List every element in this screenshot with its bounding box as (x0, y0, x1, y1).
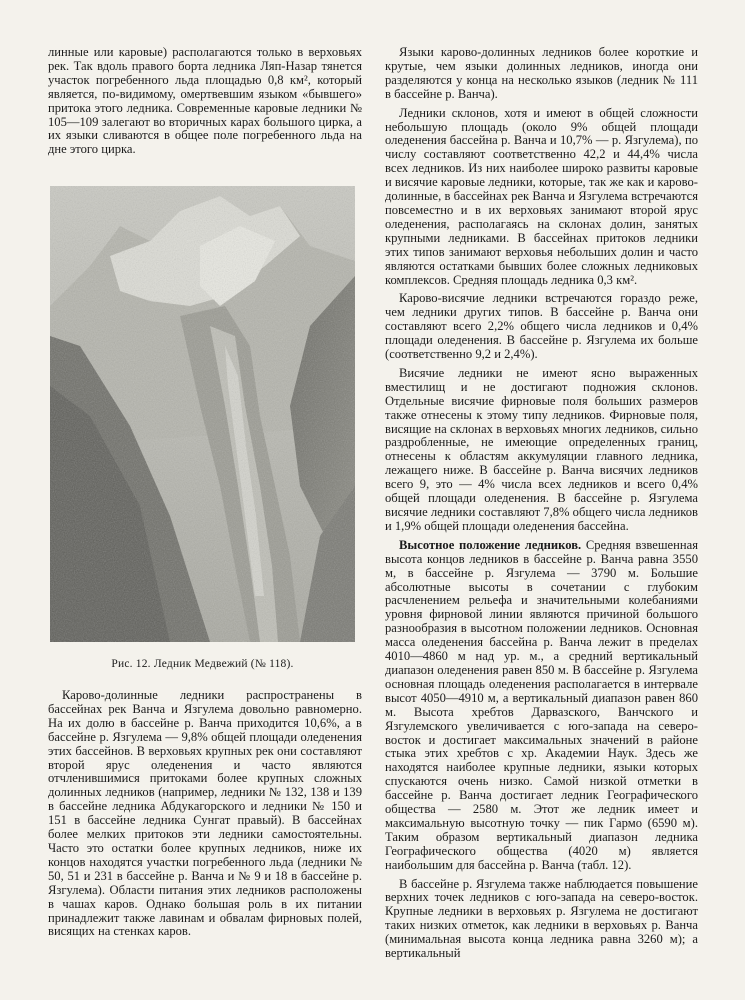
left-column-lower (48, 689, 362, 944)
paragraph: Языки карово-долинных ледников более короткие и крутые, чем языки долинных ледников, иногда они разделяются у конца на несколько языков (ледник № 111 в бассейне р. Ванча). (385, 45, 698, 101)
right-column (385, 46, 698, 966)
section-text: Средняя взвешенная высота концов ледников в бассейне р. Ванча равна 3550 м, в бассейне р. Язгулема — 3790 м. Большие абсолютные высоты в сочетании с глубоким расчленением рельефа и значительными колебаниями уровня фирновой линии являются причиной большого разнообразия в высотном положении ледников. Основная масса оледенения бассейна р. Ванча лежит в пределах 4010—4860 м над ур. м., а средний вертикальный диапазон оледенения равен 850 м. В бассейне р. Язгулема основная площадь оледенения располагается в интервале высот 4050—4910 м, а вертикальный диапазон равен 860 м. Высота хребтов Дарвазского, Ванчского и Язгулемского увеличивается с юго-запада на северо-восток и достигает максимальных значений в районе стыка этих хребтов с хр. Академии Наук. Здесь же находятся наиболее крупные ледники, языки которых спускаются очень низко. Самой низкой отметки в бассейне р. Ванча достигает ледник Географического общества — 2580 м. Этот же ледник имеет и максимальную высотную точку — пик Гармо (6590 м). Таким образом вертикальный диапазон ледника Географического общества (4020 м) является наибольшим для бассейна р. Ванча (табл. 12). (385, 537, 698, 872)
figure-caption: Рис. 12. Ледник Медвежий (№ 118). (111, 658, 294, 670)
section-paragraph (385, 539, 698, 873)
paragraph: Карово-висячие ледники встречаются гораздо реже, чем ледники других типов. В бассейне р. Ванча они составляют всего 2,2% общего числа ледников и 0,4% площади оледенения. В бассейне р. Язгулема их больше (соответственно 9,2 и 2,4%). (385, 291, 698, 362)
glacier-photo-image (50, 186, 355, 642)
paragraph: линные или каровые) располагаются только в верховьях рек. Так вдоль правого борта ледника Ляп-Назар тянется участок погребенного льда площадью 0,8 км², который является, по-видимому, омертвевшим языком «бывшего» притока этого ледника. Современные каровые ледники № 105—109 залегают во вторичных карах большого цирка, а их языки сливаются в общее поле погребенного льда на дне этого цирка. (48, 45, 362, 157)
glacier-photo (50, 186, 355, 642)
paragraph: Ледники склонов, хотя и имеют в общей сложности небольшую площадь (около 9% общей площади оледенения бассейна р. Ванча и 10,7% — р. Язгулема), по числу составляют соответственно 42,2 и 44,4% числа всех ледников. Из них наиболее широко развиты каровые и висячие каровые ледники, которые, так же как и карово-долинные, в бассейнах рек Ванча и Язгулема встречаются повсеместно и в их верховьях занимают второй ярус оледенения, располагаясь на склонах долин, занятых крупными ледниками. В бассейнах притоков ледники этих типов занимают верховья небольших долин и часто являются остатками бывших более сложных ледниковых комплексов. Средняя площадь ледника 0,3 км². (385, 105, 698, 287)
paragraph: Карово-долинные ледники распространены в бассейнах рек Ванча и Язгулема довольно равномерно. На их долю в бассейне р. Ванча приходится 10,6%, а в бассейне р. Язгулема — 9,8% общей площади оледенения этих бассейнов. В верховьях крупных рек они составляют второй ярус оледенения и часто являются отчленившимися притоками более крупных сложных долинных ледников (например, ледники № 132, 138 и 139 в бассейне ледника Абдукагорского и ледники № 150 и 151 в бассейне ледника Сунгат правый). В бассейнах более мелких притоков эти ледники самостоятельны. Часто это остатки более крупных ледников, ниже их концов находятся участки погребенного льда (ледники № 50, 51 и 231 в бассейне р. Ванча и № 9 и 18 в бассейне р. Язгулема). Области питания этих ледников расположены в чашах каров. Однако большая роль в их питании принадлежит также лавинам и обвалам фирновых полей, висящих на стенках каров. (48, 688, 362, 939)
paragraph: Висячие ледники не имеют ясно выраженных вместилищ и не достигают подножия склонов. Отдельные висячие фирновые поля больших размеров также отнесены к этому типу ледников. Фирновые поля, висящие на склонах в верховьях многих ледников, сильно раздробленные, не имеющие определенных границ, отнесены к областям аккумуляции главного ледника, лежащего ниже. В бассейне р. Ванча висячих ледников всего 9, это — 4% числа всех ледников и всего 0,4% общей площади оледенения. В бассейне р. Язгулема висячие ледники составляют 7,8% общего числа ледников и 1,9% общей площади оледенения бассейна. (385, 365, 698, 533)
paragraph: В бассейне р. Язгулема также наблюдается повышение верхних точек ледников с юго-запада на северо-восток. Крупные ледники в верховьях р. Язгулема не достигают таких низких отметок, как ледники в верховьях р. Ванча (минимальная высота конца ледника равна 3260 м); а вертикальный (385, 876, 698, 961)
section-title: Высотное положение ледников. (399, 537, 582, 552)
